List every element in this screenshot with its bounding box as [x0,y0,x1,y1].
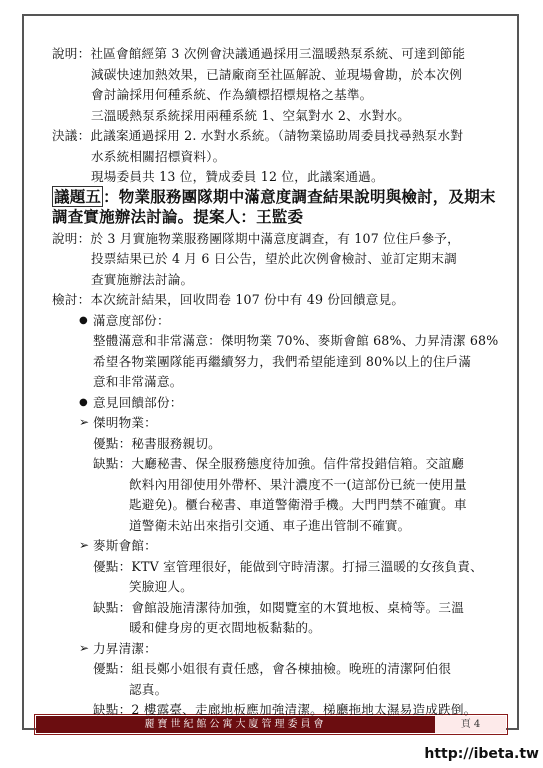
bullet-label: 滿意度部份： [93,312,170,328]
agenda-label: 議題五 [54,186,102,206]
text-line: 希望各物業團隊能再繼續努力，我們希望能達到 80%以上的住戶滿 [93,353,472,369]
section-label: 傑明物業： [93,415,157,430]
text-line: 意和非常滿意。 [93,374,183,389]
text-line: 三溫暖熱泵系統採用兩種系統 1、空氣對水 2、水對水。 [91,107,411,123]
text-line: 減碳快速加熱效果，已請廠商至社區解說、並現場會勘，於本次例 [91,66,463,82]
text-line: 缺點：2 樓露臺、走廊地板應加強清潔。梯廳拖地太濕易造成跌倒。 [93,702,477,717]
text-line: 優點：組長鄭小姐很有責任感，會各棟抽檢。晚班的清潔阿伯很 [93,661,452,676]
bullet-label: 意見回饋部份： [93,394,183,410]
text-line: 說明：於 3 月實施物業服務團隊期中滿意度調查，有 107 位住戶參予， [52,230,460,246]
text-line: 整體滿意和非常滿意：傑明物業 70%、麥斯會館 68%、力昇清潔 68% [93,333,499,348]
text-line: 匙避免)。櫃台秘書、車道警衛滑手機。大門門禁不確實。車 [129,497,467,512]
footer-bar [34,714,508,735]
text-line: 會討論採用何種系統、作為續標招標規格之基準。 [91,87,373,102]
text-line: 決議：此議案通過採用 2. 水對水系統。（請物業協助周委員找尋熱泵水對 [52,128,464,143]
text-line: 笑臉迎人。 [129,579,193,594]
section-label: 麥斯會館： [93,538,157,553]
bullet-dot-icon: ● [79,314,88,326]
text-line: 認真。 [129,681,168,697]
footer-page-number: 頁 4 [435,716,506,733]
text-line: 缺點：會館設施清潔待加強，如閱覽室的木質地板、桌椅等。三溫 [93,599,465,615]
text-line: 水系統相關招標資料）。 [91,148,226,164]
text-line: 查實施辦法討論。 [91,271,194,287]
arrow-bullet-icon: ➢ [79,640,90,655]
agenda-heading-cont: 調查實施辦法討論。提案人：王監委 [52,207,304,226]
text-line: 暖和健身房的更衣間地板黏黏的。 [129,620,321,635]
text-line: 檢討：本次統計結果，回收問卷 107 份中有 49 份回饋意見。 [52,292,405,307]
text-line: 優點：KTV 室管理很好，能做到守時清潔。打掃三溫暖的女孩負責、 [93,558,483,574]
text-line: 現場委員共 13 位，贊成委員 12 位，此議案通過。 [91,169,384,184]
watermark: http://ibeta.tw [424,746,539,762]
text-line: 說明：社區會館經第 3 次例會決議通過採用三溫暖熱泵系統、可達到節能 [52,46,466,61]
text-line: 飲料內用卻使用外帶杯、果汁濃度不一(這部份已統一使用量 [129,476,467,492]
arrow-bullet-icon: ➢ [79,538,90,552]
bullet-dot-icon: ● [79,396,88,408]
text-line: 優點：秘書服務親切。 [93,435,221,451]
text-line: 道警衛未站出來指引交通、車子進出管制不確實。 [129,517,411,533]
section-label: 力昇清潔： [93,640,157,656]
text-line: 投票結果已於 4 月 6 日公告，望於此次例會檢討、並訂定期末調 [91,251,457,266]
arrow-bullet-icon: ➢ [79,415,90,429]
agenda-heading-text: ：物業服務團隊期中滿意度調查結果說明與檢討，及期末 [103,186,496,206]
agenda-heading [52,188,496,206]
footer-org: 麗寶世紀館公寓大廈管理委員會 [36,716,435,733]
text-line: 缺點：大廳秘書、保全服務態度待加強。信件常投錯信箱。交誼廳 [93,456,465,471]
